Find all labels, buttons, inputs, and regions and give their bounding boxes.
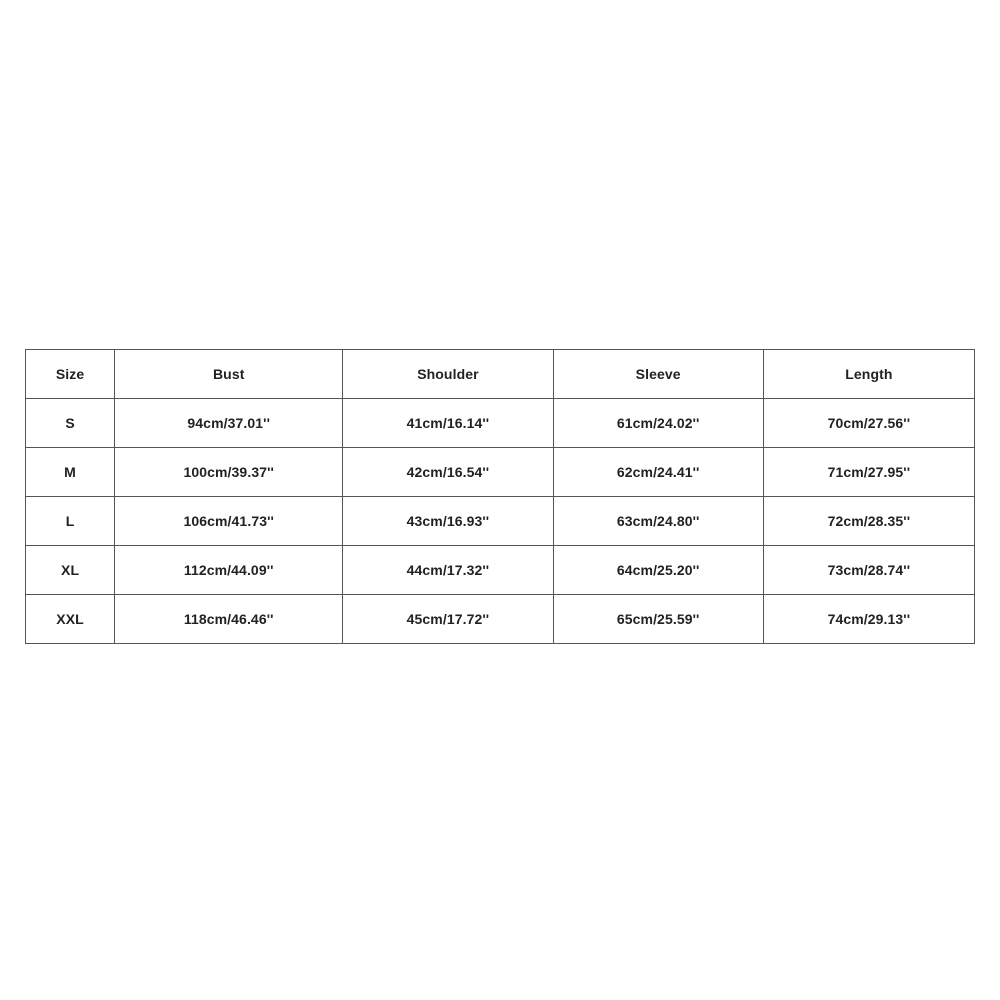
header-length: Length <box>763 350 974 399</box>
size-cell: S <box>26 399 115 448</box>
size-chart-table <box>25 349 975 644</box>
length-cell: 74cm/29.13'' <box>763 595 974 644</box>
length-cell: 73cm/28.74'' <box>763 546 974 595</box>
table-row <box>26 399 975 448</box>
shoulder-cell: 43cm/16.93'' <box>343 497 553 546</box>
length-cell: 70cm/27.56'' <box>763 399 974 448</box>
length-cell: 71cm/27.95'' <box>763 448 974 497</box>
sleeve-cell: 64cm/25.20'' <box>553 546 763 595</box>
table-row <box>26 448 975 497</box>
header-shoulder: Shoulder <box>343 350 553 399</box>
shoulder-cell: 41cm/16.14'' <box>343 399 553 448</box>
size-cell: M <box>26 448 115 497</box>
table-row <box>26 595 975 644</box>
sleeve-cell: 62cm/24.41'' <box>553 448 763 497</box>
bust-cell: 94cm/37.01'' <box>115 399 343 448</box>
bust-cell: 118cm/46.46'' <box>115 595 343 644</box>
header-size: Size <box>26 350 115 399</box>
size-cell: XXL <box>26 595 115 644</box>
bust-cell: 106cm/41.73'' <box>115 497 343 546</box>
shoulder-cell: 45cm/17.72'' <box>343 595 553 644</box>
table-row <box>26 497 975 546</box>
bust-cell: 100cm/39.37'' <box>115 448 343 497</box>
table-row <box>26 546 975 595</box>
bust-cell: 112cm/44.09'' <box>115 546 343 595</box>
header-sleeve: Sleeve <box>553 350 763 399</box>
shoulder-cell: 44cm/17.32'' <box>343 546 553 595</box>
length-cell: 72cm/28.35'' <box>763 497 974 546</box>
header-row <box>26 350 975 399</box>
header-bust: Bust <box>115 350 343 399</box>
shoulder-cell: 42cm/16.54'' <box>343 448 553 497</box>
size-cell: XL <box>26 546 115 595</box>
sleeve-cell: 61cm/24.02'' <box>553 399 763 448</box>
sleeve-cell: 65cm/25.59'' <box>553 595 763 644</box>
sleeve-cell: 63cm/24.80'' <box>553 497 763 546</box>
size-cell: L <box>26 497 115 546</box>
